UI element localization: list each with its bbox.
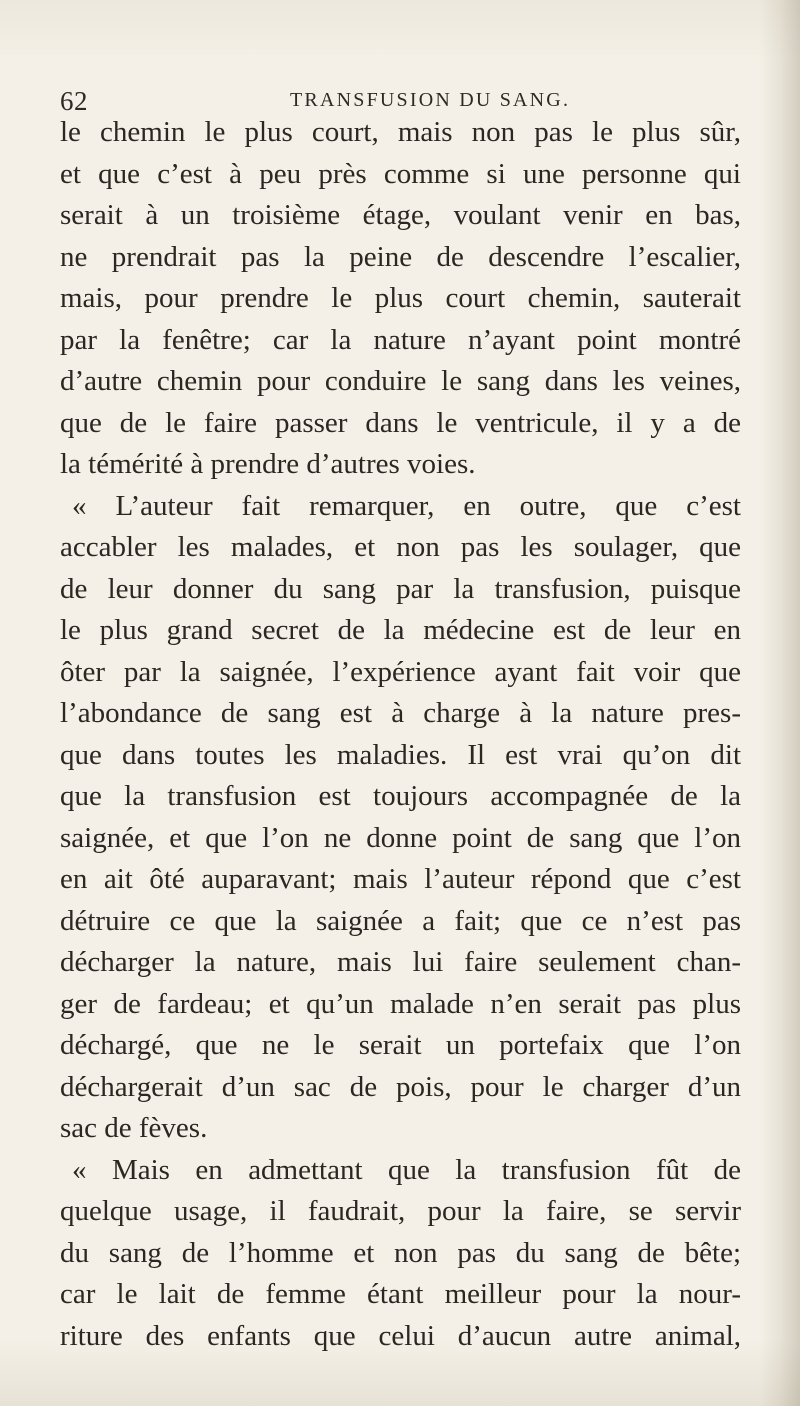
text-line: car le lait de femme étant meilleur pour la nour-	[60, 1278, 741, 1310]
text-line: « L’auteur fait remarquer, en outre, que c’est	[72, 489, 741, 522]
text-line: la témérité à prendre d’autres voies.	[60, 448, 476, 480]
text-line: en ait ôté auparavant; mais l’auteur répond que c’est	[60, 863, 741, 895]
text-line: sac de fèves.	[60, 1112, 208, 1144]
body-text	[60, 112, 741, 1357]
text-line: que dans toutes les maladies. Il est vrai qu’on dit	[60, 738, 741, 771]
text-line: par la fenêtre; car la nature n’ayant point montré	[60, 323, 741, 356]
running-title: TRANSFUSION DU SANG.	[290, 89, 571, 111]
text-line: mais, pour prendre le plus court chemin, sauterait	[60, 282, 741, 314]
text-line: serait à un troisième étage, voulant venir en bas,	[60, 199, 741, 231]
text-line: riture des enfants que celui d’aucun autre animal,	[60, 1319, 741, 1352]
text-line: déchargé, que ne le serait un portefaix que l’on	[60, 1029, 741, 1061]
text-line: saignée, et que l’on ne donne point de sang que l’on	[60, 821, 741, 854]
text-line: d’autre chemin pour conduire le sang dans les veines,	[60, 365, 741, 397]
text-line: ôter par la saignée, l’expérience ayant fait voir que	[60, 655, 741, 688]
text-line: ger de fardeau; et qu’un malade n’en serait pas plus	[60, 987, 741, 1020]
text-line: le chemin le plus court, mais non pas le plus sûr,	[60, 116, 741, 148]
text-line: que la transfusion est toujours accompagnée de la	[60, 780, 741, 812]
text-line: décharger la nature, mais lui faire seulement chan-	[60, 946, 741, 978]
text-line: que de le faire passer dans le ventricule, il y a de	[60, 406, 741, 439]
text-line: déchargerait d’un sac de pois, pour le charger d’un	[60, 1070, 741, 1103]
text-line: « Mais en admettant que la transfusion fût de	[72, 1153, 741, 1186]
text-line: du sang de l’homme et non pas du sang de bête;	[60, 1236, 741, 1269]
page-number: 62	[60, 86, 88, 116]
text-line: quelque usage, il faudrait, pour la faire, se servir	[60, 1195, 741, 1227]
text-line: détruire ce que la saignée a fait; que ce n’est pas	[60, 904, 741, 937]
text-line: le plus grand secret de la médecine est de leur en	[60, 614, 741, 646]
text-line: et que c’est à peu près comme si une personne qui	[60, 157, 741, 190]
text-line: accabler les malades, et non pas les soulager, que	[60, 531, 741, 563]
text-line: l’abondance de sang est à charge à la nature pres-	[60, 697, 741, 729]
text-line: ne prendrait pas la peine de descendre l’escalier,	[60, 240, 741, 273]
text-line: de leur donner du sang par la transfusion, puisque	[60, 572, 741, 605]
